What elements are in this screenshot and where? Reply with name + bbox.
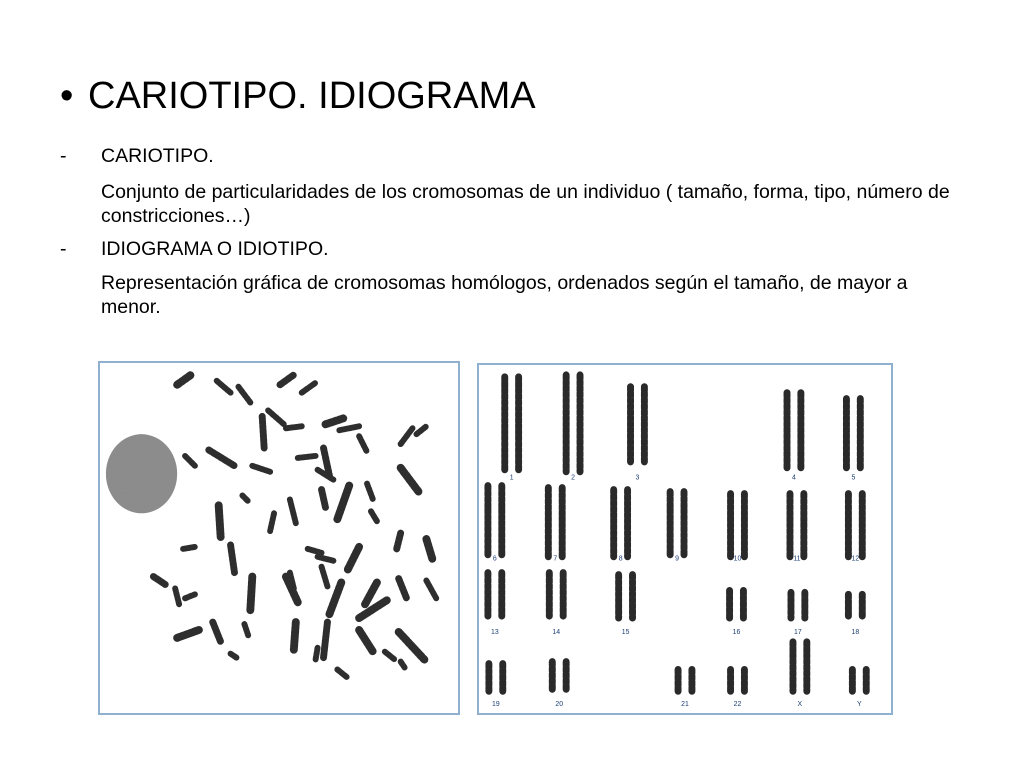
chromosome-mark [397, 533, 401, 549]
chromosome-mark [231, 654, 237, 658]
chromosome-pair-label: 18 [851, 628, 860, 636]
chromosome-mark [153, 577, 165, 585]
chromosome-mark [209, 450, 235, 466]
chromosome-pair-label: 14 [552, 628, 561, 636]
chromosome-mark [252, 466, 270, 472]
chromosome-mark [280, 375, 294, 385]
interphase-nucleus [106, 434, 177, 513]
chromosome-mark [213, 622, 221, 642]
chromosome-pair-label: 12 [851, 555, 860, 563]
item-description: Representación gráfica de cromosomas homólogos, ordenados según el tamaño, de mayor a menor. [101, 272, 908, 318]
item-marker: - [60, 238, 67, 260]
chromosome-pair-label: 4 [792, 474, 796, 482]
chromosome-mark [401, 428, 413, 444]
chromosome-mark [426, 581, 436, 599]
chromosome-mark [426, 539, 432, 559]
chromosome-mark [268, 410, 284, 424]
chromosome-mark [302, 383, 316, 393]
chromosome-mark [177, 630, 199, 638]
chromosome-pair-label: 20 [555, 701, 564, 709]
chromosome-pair-label: 8 [618, 555, 623, 563]
chromosome-pair-label: 2 [571, 474, 576, 482]
chromosome-mark [308, 549, 322, 553]
chromosome-pair-label: 10 [733, 555, 742, 563]
chromosome-pair-label: Y [857, 701, 862, 709]
chromosome-pair-label: 3 [635, 474, 640, 482]
chromosome-mark [290, 499, 296, 523]
chromosome-pair-label: 1 [509, 474, 514, 482]
chromosome-cluster [153, 375, 436, 678]
chromosome-mark [242, 495, 248, 501]
chromosome-mark [318, 557, 334, 561]
chromosome-mark [401, 662, 405, 668]
chromosome-pair-label: 15 [621, 628, 630, 636]
karyotype-image [477, 363, 893, 715]
chromosome-mark [359, 436, 367, 452]
slide-title-row [60, 72, 536, 120]
chromosome-mark [298, 456, 316, 458]
title-bullet: • [60, 75, 74, 117]
item-heading: CARIOTIPO. [101, 145, 214, 167]
chromosome-mark [371, 511, 377, 521]
chromosome-mark [316, 648, 318, 660]
chromosome-pair-label: 17 [794, 628, 802, 636]
chromosome-mark [262, 416, 264, 448]
chromosome-mark [339, 426, 359, 430]
chromosome-mark [399, 632, 425, 660]
chromosome-mark [231, 545, 235, 573]
chromosome-pair-label: 19 [491, 701, 500, 709]
chromosome-mark [183, 547, 195, 549]
chromosome-mark [286, 577, 298, 603]
chromosome-mark [175, 588, 179, 604]
chromosome-mark [177, 375, 191, 385]
chromosome-mark [325, 418, 343, 424]
chromosome-mark [286, 426, 302, 428]
chromosome-mark [294, 622, 296, 650]
item-marker: - [60, 145, 67, 167]
chromosome-mark [244, 624, 248, 636]
chromosome-pair-label: 16 [732, 628, 741, 636]
chromosome-mark [365, 582, 377, 604]
chromosome-mark [250, 577, 252, 611]
slide-title: CARIOTIPO. IDIOGRAMA [88, 75, 536, 117]
chromosome-pair-label: 9 [675, 555, 680, 563]
chromosome-mark [329, 582, 341, 614]
chromosome-mark [337, 669, 347, 677]
chromosome-mark [401, 468, 419, 492]
chromosome-mark [385, 652, 395, 660]
chromosome-mark [416, 426, 426, 434]
chromosome-pair-label: 6 [492, 555, 497, 563]
chromosome-pair-label: 7 [553, 555, 558, 563]
chromosome-pair-label: X [797, 701, 803, 709]
chromosome-pair-label: 5 [851, 474, 856, 482]
chromosome-mark [322, 490, 326, 508]
item-description: Conjunto de particularidades de los cromosomas de un individuo ( tamaño, forma, tipo, número de constricciones…) [101, 181, 950, 227]
chromosome-mark [219, 505, 221, 537]
chromosome-mark [359, 630, 373, 652]
chromosome-mark [399, 579, 407, 599]
chromosome-mark [347, 547, 359, 571]
chromosome-mark [238, 387, 250, 403]
chromosome-pair-label: 13 [490, 628, 499, 636]
karyotype-illustration [479, 365, 891, 713]
chromosome-mark [367, 484, 373, 500]
chromosome-mark [270, 513, 274, 531]
chromosome-mark [185, 594, 195, 598]
chromosome-pair-label: 11 [793, 555, 801, 563]
chromosome-mark [322, 567, 328, 587]
chromosome-mark [337, 486, 349, 520]
chromosome-mark [217, 381, 231, 393]
karyotype-chromosomes [488, 375, 866, 691]
chromosome-mark [185, 456, 195, 466]
chromosome-mark [324, 622, 328, 658]
metaphase-spread-image [98, 361, 460, 715]
item-heading: IDIOGRAMA O IDIOTIPO. [101, 238, 329, 260]
chromosome-pair-label: 21 [681, 701, 689, 709]
metaphase-spread-illustration [100, 363, 458, 713]
chromosome-pair-label: 22 [733, 701, 742, 709]
